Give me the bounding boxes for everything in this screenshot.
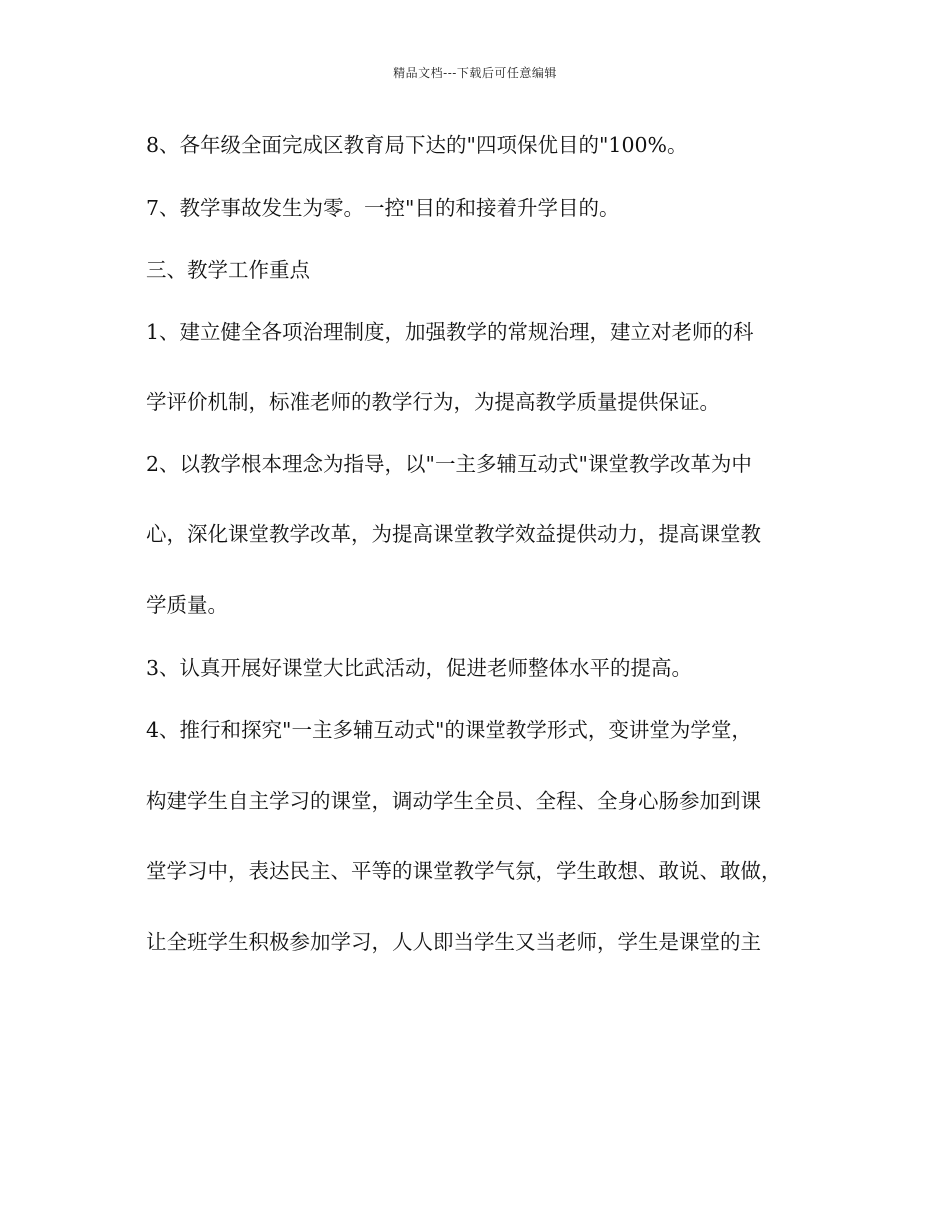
text-line: 8、各年级全面完成区教育局下达的"四项保优目的"100%。 <box>146 133 688 157</box>
text-line: 学质量。 <box>146 593 228 617</box>
text-line: 学评价机制，标准老师的教学行为，为提高教学质量提供保证。 <box>146 390 720 414</box>
text-line: 4、推行和探究"一主多辅互动式"的课堂教学形式，变讲堂为学堂， <box>146 718 752 742</box>
text-line: 让全班学生积极参加学习，人人即当学生又当老师，学生是课堂的主 <box>146 930 761 954</box>
text-line: 3、认真开展好课堂大比武活动，促进老师整体水平的提高。 <box>146 656 693 680</box>
text-line: 构建学生自主学习的课堂，调动学生全员、全程、全身心肠参加到课 <box>146 789 761 813</box>
page-header: 精品文档---下载后可任意编辑 <box>393 66 557 80</box>
text-line: 心，深化课堂教学改革，为提高课堂教学效益提供动力，提高课堂教 <box>146 522 761 546</box>
text-line: 7、教学事故发生为零。一控"目的和接着升学目的。 <box>146 196 620 220</box>
text-line: 1、建立健全各项治理制度，加强教学的常规治理，建立对老师的科 <box>146 320 754 344</box>
section-heading: 三、教学工作重点 <box>146 258 310 282</box>
text-line: 2、以教学根本理念为指导，以"一主多辅互动式"课堂教学改革为中 <box>146 452 752 476</box>
text-line: 堂学习中，表达民主、平等的课堂教学气氛，学生敢想、敢说、敢做， <box>146 859 782 883</box>
